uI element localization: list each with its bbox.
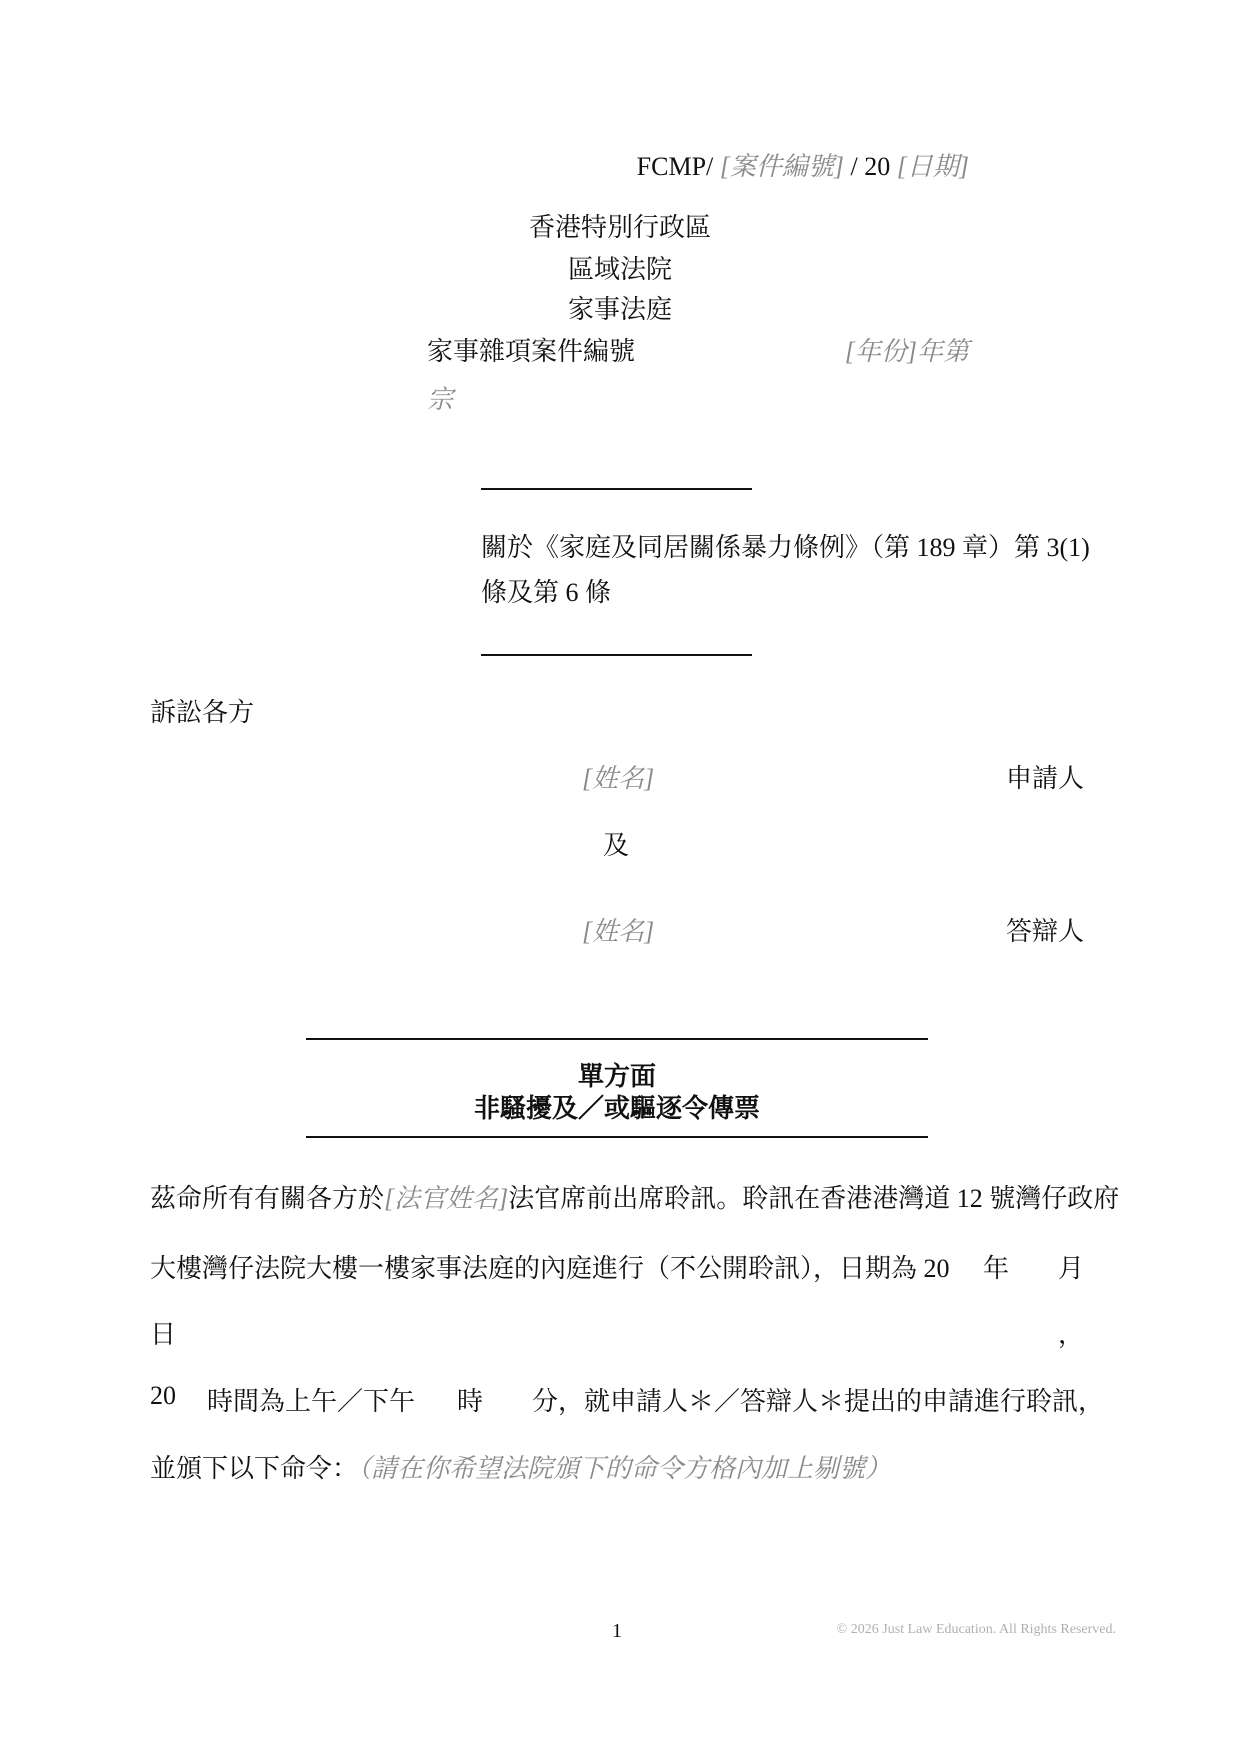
body-line-4-hour: 時 bbox=[457, 1387, 484, 1416]
applicant-name-placeholder: [姓名] bbox=[582, 764, 655, 793]
statute-line-2: 條及第 6 條 bbox=[481, 578, 612, 607]
divider-bottom bbox=[481, 654, 752, 656]
case-number-placeholder: [案件編號] bbox=[719, 152, 845, 181]
statute-line-1: 關於《家庭及同居關係暴力條例》（第 189 章）第 3(1) bbox=[481, 533, 1090, 562]
date-placeholder: [日期] bbox=[896, 152, 969, 181]
misc-case-year bbox=[845, 331, 969, 368]
case-ref-prefix: FCMP/ bbox=[636, 152, 720, 181]
applicant-role: 申請人 bbox=[1005, 764, 1084, 793]
title-rule-bottom bbox=[306, 1136, 928, 1138]
respondent-role: 答辯人 bbox=[1005, 917, 1084, 946]
respondent-name-placeholder: [姓名] bbox=[582, 917, 655, 946]
body-line-4-rest: 分，就申請人＊／答辯人＊提出的申請進行聆訊， bbox=[532, 1387, 1105, 1416]
court-line-2: 區域法院 bbox=[567, 255, 672, 284]
body-line-1-pre: 茲命所有有關各方於 bbox=[150, 1184, 385, 1213]
case-ref-mid: / 20 bbox=[844, 152, 897, 181]
body-line-5 bbox=[150, 1448, 891, 1485]
tick-instruction: （請在你希望法院頒下的命令方格內加上剔號） bbox=[358, 1454, 892, 1483]
body-line-4-time: 時間為上午／下午 bbox=[207, 1387, 416, 1416]
body-line-5-text: 並頒下以下命令： bbox=[150, 1454, 359, 1483]
title-rule-top bbox=[306, 1038, 928, 1040]
year-suffix: 年第 bbox=[916, 337, 969, 366]
page-number: 1 bbox=[612, 1620, 622, 1642]
body-line-1-post: 法官席前出席聆訊。聆訊在香港港灣道 12 號灣仔政府 bbox=[508, 1184, 1120, 1213]
body-year-label: 年 bbox=[983, 1254, 1010, 1283]
copyright-notice: © 2026 Just Law Education. All Rights Reserved. bbox=[836, 1622, 1116, 1637]
body-line-4-year: 20 bbox=[150, 1381, 176, 1410]
court-line-3: 家事法庭 bbox=[567, 295, 672, 324]
divider-top bbox=[481, 488, 752, 490]
body-day-label: 日 bbox=[150, 1320, 177, 1349]
year-placeholder: [年份] bbox=[844, 337, 917, 366]
body-line-2: 大樓灣仔法院大樓一樓家事法庭的內庭進行（不公開聆訊），日期為 20 bbox=[150, 1254, 950, 1283]
court-line-1: 香港特別行政區 bbox=[528, 213, 711, 242]
misc-case-label: 家事雜項案件編號 bbox=[427, 337, 636, 366]
body-month-label: 月 bbox=[1058, 1254, 1085, 1283]
title-line-1: 單方面 bbox=[577, 1062, 656, 1091]
case-reference bbox=[637, 146, 969, 183]
case-number-suffix: 宗 bbox=[427, 385, 454, 414]
body-line-3-comma: ， bbox=[1058, 1320, 1085, 1349]
title-line-2: 非騷擾及／或驅逐令傳票 bbox=[473, 1094, 760, 1123]
parties-heading: 訴訟各方 bbox=[150, 698, 255, 727]
judge-name-placeholder: [法官姓名] bbox=[384, 1184, 509, 1213]
body-line-1 bbox=[150, 1178, 1119, 1215]
parties-and: 及 bbox=[603, 831, 630, 860]
